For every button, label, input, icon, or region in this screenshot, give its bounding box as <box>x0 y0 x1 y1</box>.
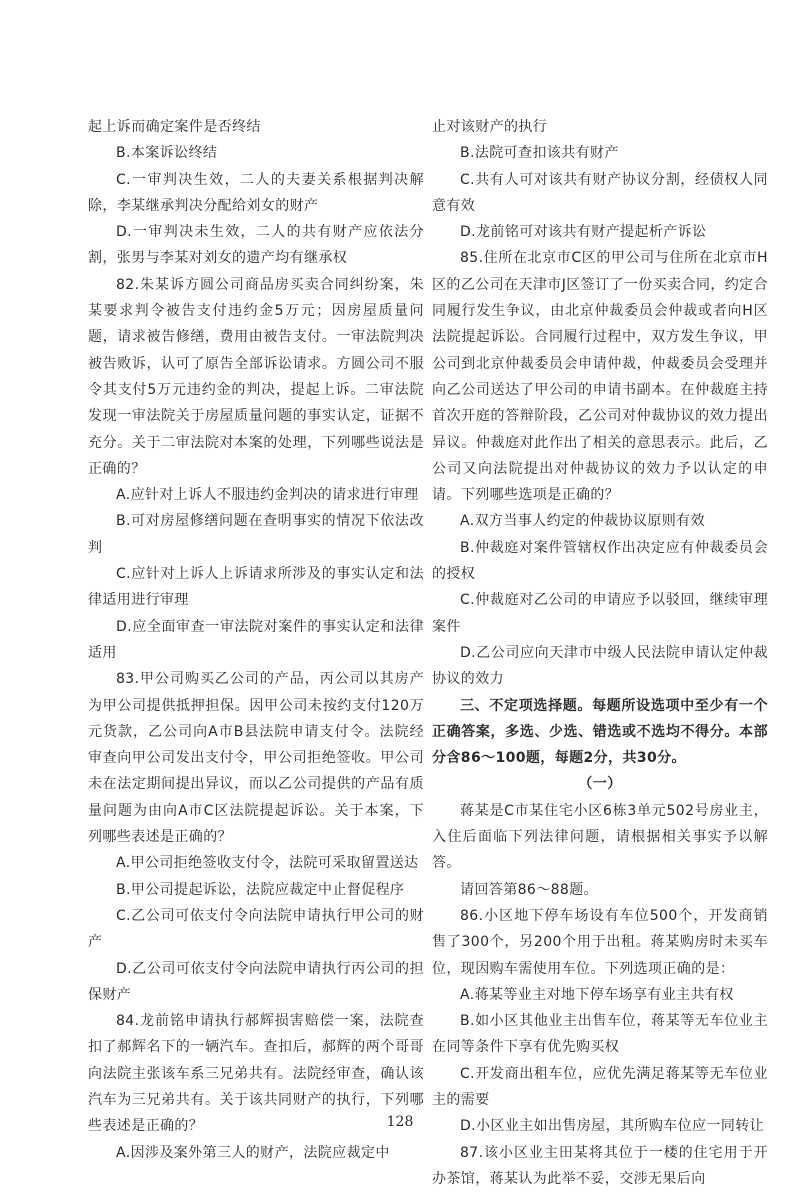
paragraph: D.一审判决未生效，二人的共有财产应依法分割，张男与李某对刘女的遗产均有继承权 <box>88 224 424 267</box>
paragraph: A.蒋某等业主对地下停车场享有业主共有权 <box>460 986 734 1003</box>
page-number: 128 <box>386 1114 414 1130</box>
paragraph: B.甲公司提起诉讼，法院应裁定中止督促程序 <box>116 881 405 898</box>
paragraph: B.本案诉讼终结 <box>116 145 218 162</box>
paragraph: （一） <box>578 776 622 793</box>
paragraph: 83.甲公司购买乙公司的产品，丙公司以其房产为甲公司提供抵押担保。因甲公司未按约支付120万元货款，乙公司向A市B县法院申请支付令。法院经审查向甲公司发出支付令，甲公司拒绝签收。甲公司未在法定期间提出异议，而以乙公司提供的产品有质量问题为由向A市C区法院提起诉讼。关于本案，下列哪些表述是正确的？ <box>88 671 424 846</box>
paragraph: 止对该财产的执行 <box>432 119 548 135</box>
left-column <box>88 114 424 1166</box>
paragraph: B.如小区其他业主出售车位，蒋某等无车位业主在同等条件下享有优先购买权 <box>432 1013 768 1056</box>
paragraph: C.一审判决生效，二人的夫妻关系根据判决解除，李某继承判决分配给刘女的财产 <box>88 171 424 214</box>
paragraph: 84.龙前铭申请执行郝辉损害赔偿一案，法院查扣了郝辉名下的一辆汽车。查扣后，郝辉的两个哥哥向法院主张该车系三兄弟共有。法院经审查，确认该汽车为三兄弟共有。关于该共同财产的执行，下列哪些表述是正确的？ <box>88 1013 424 1135</box>
paragraph: 起上诉而确定案件是否终结 <box>88 119 261 135</box>
paragraph: 请回答第86～88题。 <box>460 881 599 898</box>
paragraph: C.共有人可对该共有财产协议分割，经债权人同意有效 <box>432 171 768 214</box>
paragraph: D.应全面审查一审法院对案件的事实认定和法律适用 <box>88 618 424 661</box>
paragraph: 86.小区地下停车场设有车位500个，开发商销售了300个，另200个用于出租。蒋某购房时未买车位，现因购车需使用车位。下列选项正确的是： <box>432 907 768 977</box>
paragraph: B.可对房屋修缮问题在查明事实的情况下依法改判 <box>88 513 424 556</box>
paragraph: A.应针对上诉人不服违约金判决的请求进行审理 <box>116 487 419 504</box>
paragraph: D.乙公司应向天津市中级人民法院申请认定仲裁协议的效力 <box>432 644 768 688</box>
paragraph: 87.该小区业主田某将其位于一楼的住宅用于开办茶馆，蒋某认为此举不妥，交涉无果后向 <box>432 1144 768 1187</box>
paragraph: 蒋某是C市某住宅小区6栋3单元502号房业主，入住后面临下列法律问题，请根据相关事实予以解答。 <box>432 802 768 872</box>
paragraph: A.甲公司拒绝签收支付令，法院可采取留置送达 <box>116 855 419 872</box>
paragraph: D.龙前铭可对该共有财产提起析产诉讼 <box>460 224 707 241</box>
right-column <box>432 114 768 1192</box>
paragraph: A.双方当事人约定的仲裁协议原则有效 <box>460 513 705 530</box>
paragraph: C.开发商出租车位，应优先满足蒋某等无车位业主的需要 <box>432 1065 768 1108</box>
paragraph: A.因涉及案外第三人的财产，法院应裁定中 <box>116 1144 390 1161</box>
paragraph: D.小区业主如出售房屋，其所购车位应一同转让 <box>460 1118 765 1135</box>
paragraph: C.应针对上诉人上诉请求所涉及的事实认定和法律适用进行审理 <box>88 566 424 609</box>
paragraph: B.法院可查扣该共有财产 <box>460 145 619 162</box>
paragraph: B.仲裁庭对案件管辖权作出决定应有仲裁委员会的授权 <box>432 539 768 583</box>
paragraph: D.乙公司可依支付令向法院申请执行丙公司的担保财产 <box>88 960 424 1003</box>
paragraph: 82.朱某诉方圆公司商品房买卖合同纠纷案，朱某要求判令被告支付违约金5万元；因房屋质量问题，请求被告修缮，费用由被告支付。一审法院判决被告败诉，认可了原告全部诉讼请求。方圆公司不服令其支付5万元违约金的判决，提起上诉。二审法院发现一审法院关于房屋质量问题的事实认定，证据不充分。关于二审法院对本案的处理，下列哪些说法是正确的？ <box>88 276 424 477</box>
paragraph: C.仲裁庭对乙公司的申请应予以驳回，继续审理案件 <box>432 592 768 635</box>
paragraph: 三、不定项选择题。每题所设选项中至少有一个正确答案，多选、少选、错选或不选均不得分。本部分含86～100题，每题2分，共30分。 <box>432 697 768 767</box>
paragraph: 85.住所在北京市C区的甲公司与住所在北京市H区的乙公司在天津市J区签订了一份买卖合同，约定合同履行发生争议，由北京仲裁委员会仲裁或者向H区法院提起诉讼。合同履行过程中，双方发生争议，甲公司到北京仲裁委员会申请仲裁，仲裁委员会受理并向乙公司送达了甲公司的申请书副本。在仲裁庭主持首次开庭的答辩阶段，乙公司对仲裁协议的效力提出异议。仲裁庭对此作出了相关的意思表示。此后，乙公司又向法院提出对仲裁协议的效力予以认定的申请。下列哪些选项是正确的？ <box>432 250 768 504</box>
paragraph: C.乙公司可依支付令向法院申请执行甲公司的财产 <box>88 907 424 951</box>
